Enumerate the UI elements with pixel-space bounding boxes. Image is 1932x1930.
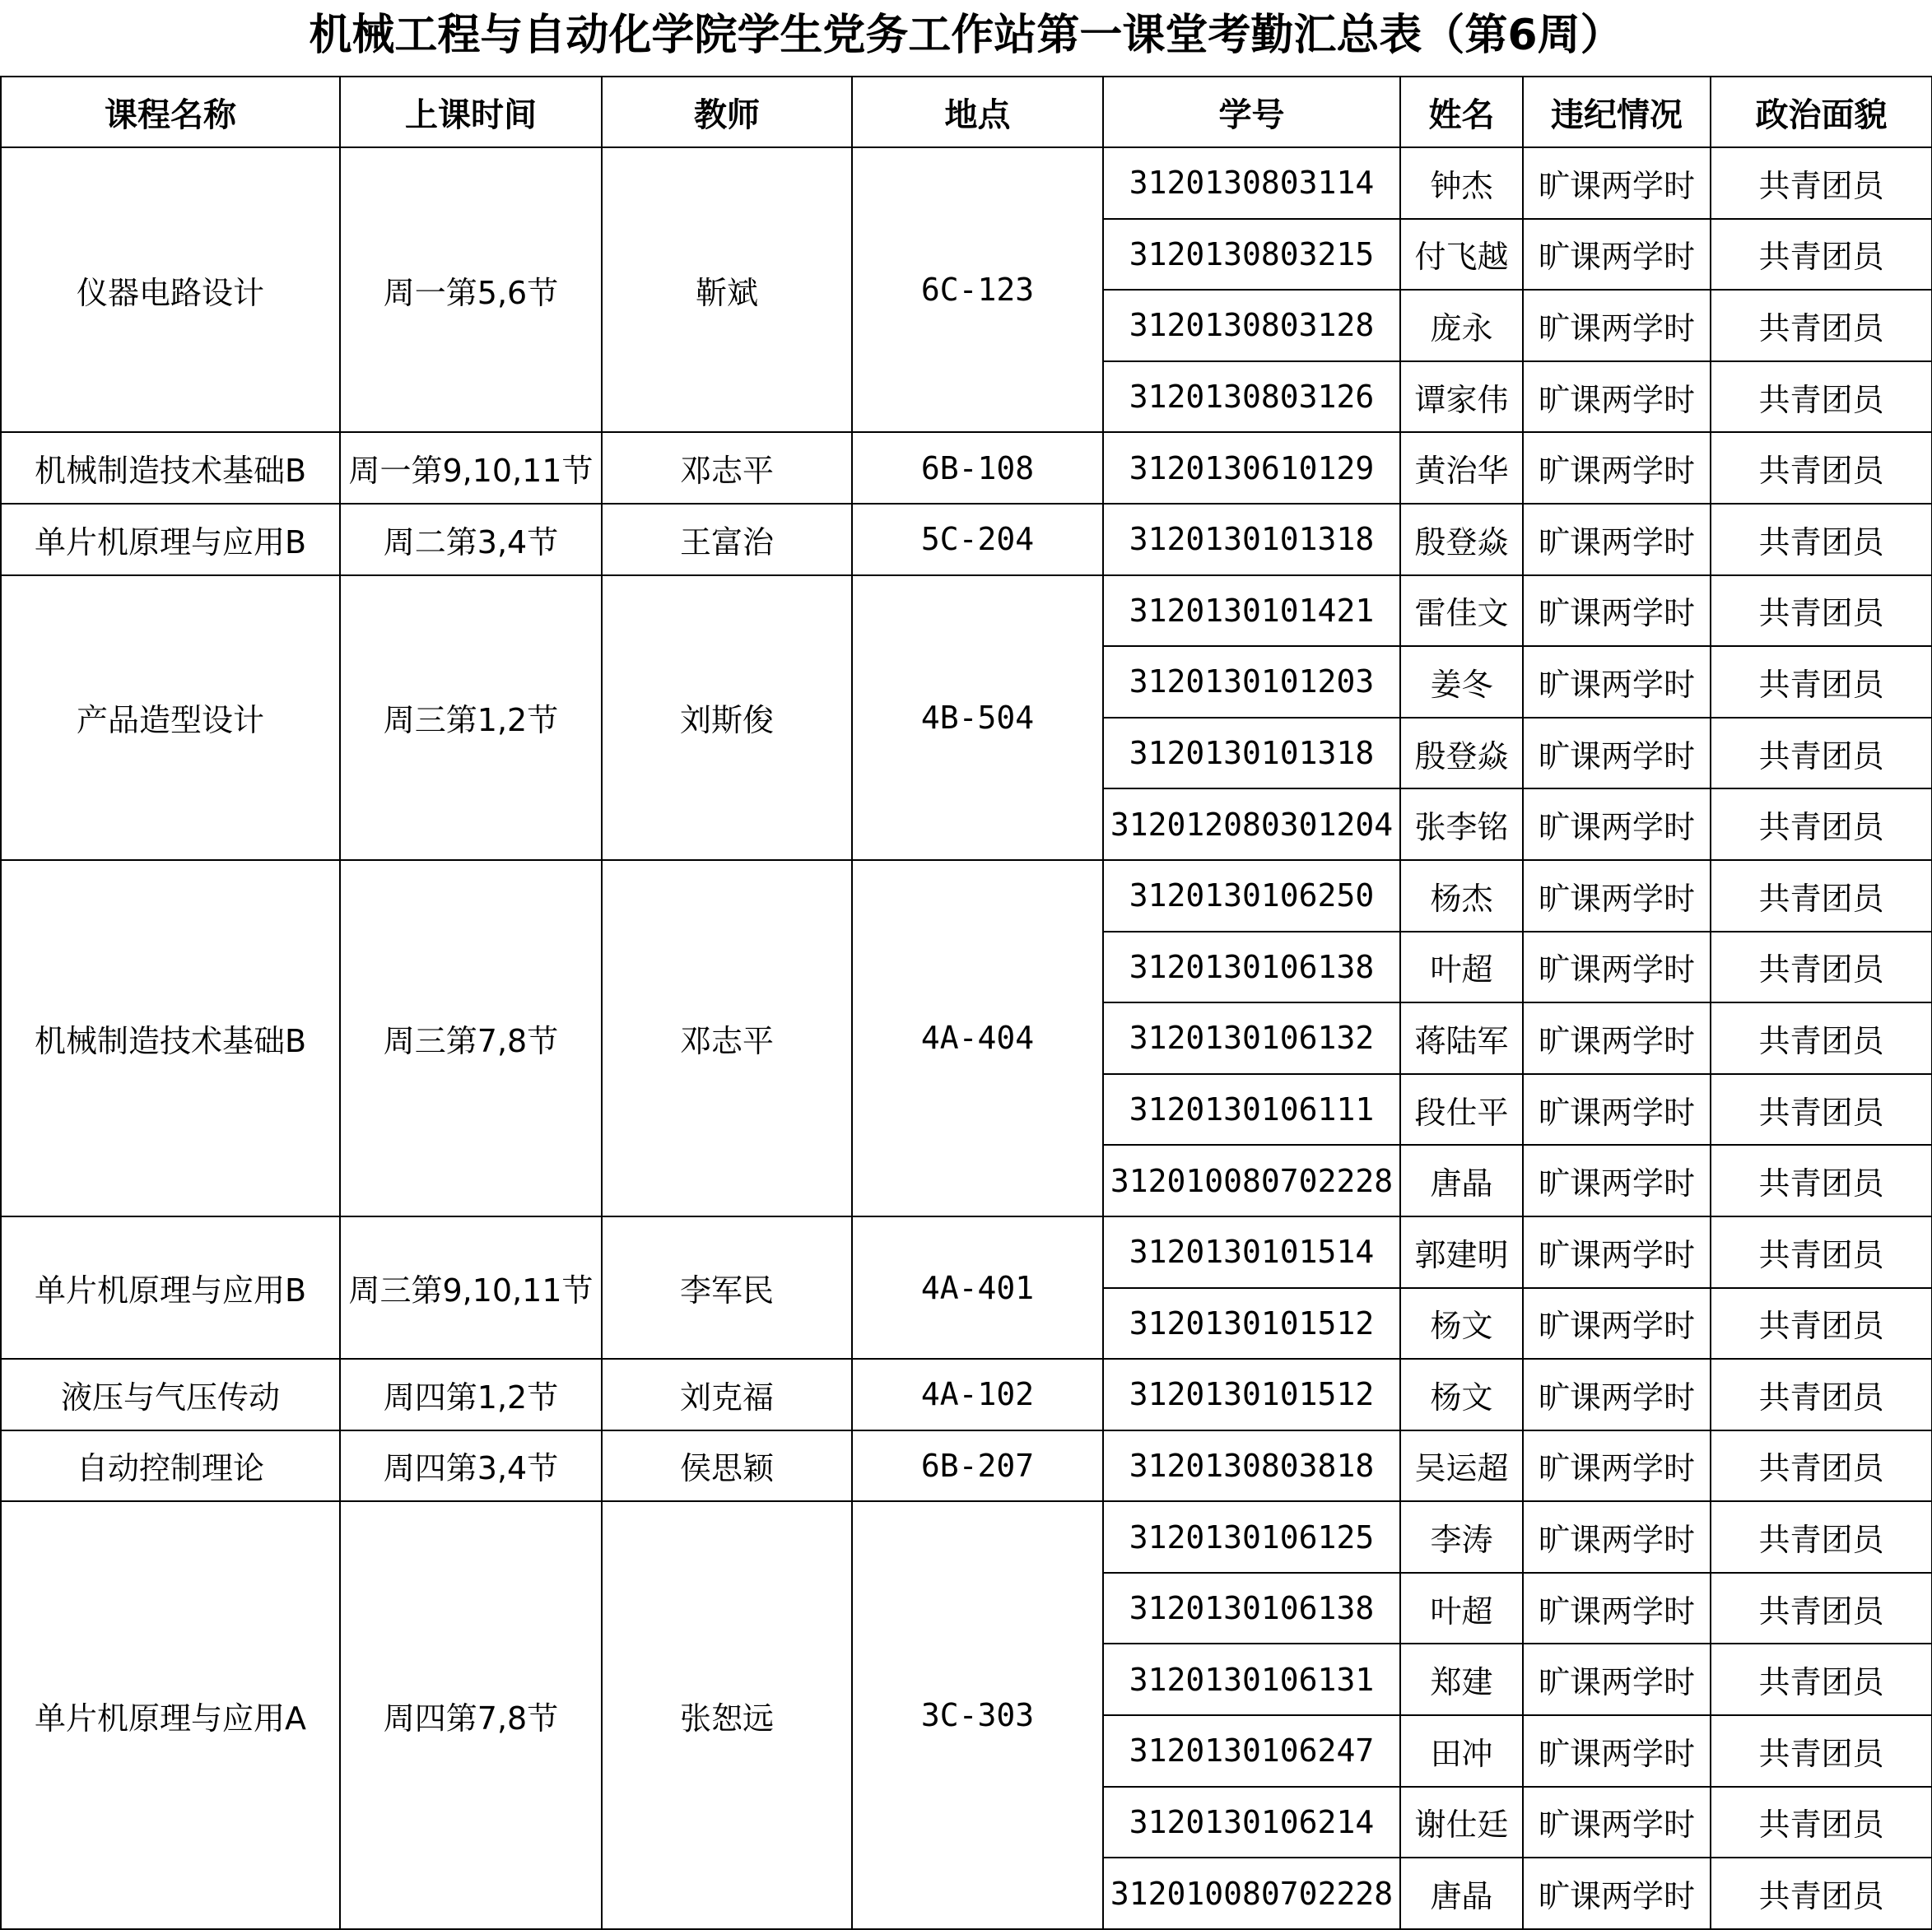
teacher-cell: 李军民 xyxy=(602,1216,852,1359)
political-status-cell: 共青团员 xyxy=(1711,504,1932,575)
violation-cell: 旷课两学时 xyxy=(1523,1002,1711,1074)
time-cell: 周二第3,4节 xyxy=(340,504,602,575)
table-row xyxy=(1,860,1932,932)
political-status-cell: 共青团员 xyxy=(1711,1074,1932,1146)
violation-cell: 旷课两学时 xyxy=(1523,1573,1711,1644)
violation-cell: 旷课两学时 xyxy=(1523,1430,1711,1502)
violation-cell: 旷课两学时 xyxy=(1523,646,1711,718)
student-id-cell: 3120130803215 xyxy=(1103,219,1400,291)
course-cell: 机械制造技术基础B xyxy=(1,860,340,1216)
student-id-cell: 3120130106125 xyxy=(1103,1501,1400,1573)
student-id-cell: 312010080702228 xyxy=(1103,1145,1400,1216)
violation-cell: 旷课两学时 xyxy=(1523,788,1711,860)
violation-cell: 旷课两学时 xyxy=(1523,504,1711,575)
student-name-cell: 杨文 xyxy=(1400,1359,1523,1430)
location-cell: 6C-123 xyxy=(852,147,1103,432)
student-name-cell: 付飞越 xyxy=(1400,219,1523,291)
header-time: 上课时间 xyxy=(340,77,602,147)
political-status-cell: 共青团员 xyxy=(1711,1145,1932,1216)
violation-cell: 旷课两学时 xyxy=(1523,932,1711,1003)
teacher-cell: 邓志平 xyxy=(602,860,852,1216)
violation-cell: 旷课两学时 xyxy=(1523,860,1711,932)
student-id-cell: 3120130101512 xyxy=(1103,1288,1400,1360)
political-status-cell: 共青团员 xyxy=(1711,646,1932,718)
political-status-cell: 共青团员 xyxy=(1711,1288,1932,1360)
location-cell: 5C-204 xyxy=(852,504,1103,575)
political-status-cell: 共青团员 xyxy=(1711,1715,1932,1787)
student-id-cell: 3120130106250 xyxy=(1103,860,1400,932)
student-id-cell: 3120130106132 xyxy=(1103,1002,1400,1074)
violation-cell: 旷课两学时 xyxy=(1523,1644,1711,1715)
student-id-cell: 3120130101318 xyxy=(1103,718,1400,789)
political-status-cell: 共青团员 xyxy=(1711,1644,1932,1715)
student-id-cell: 312012080301204 xyxy=(1103,788,1400,860)
student-name-cell: 叶超 xyxy=(1400,932,1523,1003)
political-status-cell: 共青团员 xyxy=(1711,432,1932,504)
political-status-cell: 共青团员 xyxy=(1711,718,1932,789)
student-id-cell: 3120130106111 xyxy=(1103,1074,1400,1146)
course-cell: 单片机原理与应用A xyxy=(1,1501,340,1929)
table-row xyxy=(1,147,1932,219)
violation-cell: 旷课两学时 xyxy=(1523,290,1711,361)
time-cell: 周三第7,8节 xyxy=(340,860,602,1216)
violation-cell: 旷课两学时 xyxy=(1523,432,1711,504)
student-name-cell: 田冲 xyxy=(1400,1715,1523,1787)
table-row xyxy=(1,575,1932,647)
location-cell: 4B-504 xyxy=(852,575,1103,860)
time-cell: 周一第9,10,11节 xyxy=(340,432,602,504)
political-status-cell: 共青团员 xyxy=(1711,1787,1932,1858)
political-status-cell: 共青团员 xyxy=(1711,1573,1932,1644)
student-name-cell: 段仕平 xyxy=(1400,1074,1523,1146)
student-id-cell: 3120130106214 xyxy=(1103,1787,1400,1858)
location-cell: 4A-102 xyxy=(852,1359,1103,1430)
teacher-cell: 王富治 xyxy=(602,504,852,575)
student-id-cell: 3120130106247 xyxy=(1103,1715,1400,1787)
violation-cell: 旷课两学时 xyxy=(1523,718,1711,789)
student-name-cell: 庞永 xyxy=(1400,290,1523,361)
violation-cell: 旷课两学时 xyxy=(1523,1501,1711,1573)
violation-cell: 旷课两学时 xyxy=(1523,1858,1711,1929)
violation-cell: 旷课两学时 xyxy=(1523,1288,1711,1360)
political-status-cell: 共青团员 xyxy=(1711,290,1932,361)
teacher-cell: 靳斌 xyxy=(602,147,852,432)
time-cell: 周四第3,4节 xyxy=(340,1430,602,1502)
student-id-cell: 3120130106138 xyxy=(1103,1573,1400,1644)
location-cell: 3C-303 xyxy=(852,1501,1103,1929)
time-cell: 周四第1,2节 xyxy=(340,1359,602,1430)
political-status-cell: 共青团员 xyxy=(1711,1501,1932,1573)
teacher-cell: 侯思颖 xyxy=(602,1430,852,1502)
student-name-cell: 唐晶 xyxy=(1400,1145,1523,1216)
teacher-cell: 张恕远 xyxy=(602,1501,852,1929)
header-name: 姓名 xyxy=(1400,77,1523,147)
student-id-cell: 3120130803128 xyxy=(1103,290,1400,361)
student-id-cell: 3120130101512 xyxy=(1103,1359,1400,1430)
header-location: 地点 xyxy=(852,77,1103,147)
violation-cell: 旷课两学时 xyxy=(1523,575,1711,647)
header-course: 课程名称 xyxy=(1,77,340,147)
violation-cell: 旷课两学时 xyxy=(1523,219,1711,291)
student-name-cell: 殷登焱 xyxy=(1400,718,1523,789)
student-id-cell: 3120130101318 xyxy=(1103,504,1400,575)
student-name-cell: 吴运超 xyxy=(1400,1430,1523,1502)
table-row xyxy=(1,1501,1932,1573)
location-cell: 4A-404 xyxy=(852,860,1103,1216)
teacher-cell: 邓志平 xyxy=(602,432,852,504)
student-name-cell: 雷佳文 xyxy=(1400,575,1523,647)
political-status-cell: 共青团员 xyxy=(1711,147,1932,219)
teacher-cell: 刘克福 xyxy=(602,1359,852,1430)
student-id-cell: 3120130803818 xyxy=(1103,1430,1400,1502)
violation-cell: 旷课两学时 xyxy=(1523,1359,1711,1430)
political-status-cell: 共青团员 xyxy=(1711,1858,1932,1929)
table-row xyxy=(1,432,1932,504)
student-id-cell: 3120130106131 xyxy=(1103,1644,1400,1715)
student-name-cell: 张李铭 xyxy=(1400,788,1523,860)
political-status-cell: 共青团员 xyxy=(1711,1002,1932,1074)
student-name-cell: 杨文 xyxy=(1400,1288,1523,1360)
student-name-cell: 谭家伟 xyxy=(1400,361,1523,433)
table-body xyxy=(1,147,1932,1929)
table-row xyxy=(1,1430,1932,1502)
student-id-cell: 3120130803114 xyxy=(1103,147,1400,219)
header-violation: 违纪情况 xyxy=(1523,77,1711,147)
location-cell: 6B-207 xyxy=(852,1430,1103,1502)
student-id-cell: 3120130610129 xyxy=(1103,432,1400,504)
student-name-cell: 姜冬 xyxy=(1400,646,1523,718)
course-cell: 单片机原理与应用B xyxy=(1,1216,340,1359)
political-status-cell: 共青团员 xyxy=(1711,860,1932,932)
table-row xyxy=(1,1216,1932,1288)
course-cell: 机械制造技术基础B xyxy=(1,432,340,504)
course-cell: 单片机原理与应用B xyxy=(1,504,340,575)
header-political-status: 政治面貌 xyxy=(1711,77,1932,147)
student-id-cell: 3120130101514 xyxy=(1103,1216,1400,1288)
violation-cell: 旷课两学时 xyxy=(1523,1216,1711,1288)
student-name-cell: 郑建 xyxy=(1400,1644,1523,1715)
student-name-cell: 蒋陆军 xyxy=(1400,1002,1523,1074)
table-row xyxy=(1,504,1932,575)
time-cell: 周一第5,6节 xyxy=(340,147,602,432)
political-status-cell: 共青团员 xyxy=(1711,1359,1932,1430)
time-cell: 周四第7,8节 xyxy=(340,1501,602,1929)
violation-cell: 旷课两学时 xyxy=(1523,147,1711,219)
header-teacher: 教师 xyxy=(602,77,852,147)
student-id-cell: 3120130106138 xyxy=(1103,932,1400,1003)
student-name-cell: 殷登焱 xyxy=(1400,504,1523,575)
student-name-cell: 唐晶 xyxy=(1400,1858,1523,1929)
student-name-cell: 郭建明 xyxy=(1400,1216,1523,1288)
political-status-cell: 共青团员 xyxy=(1711,575,1932,647)
student-id-cell: 312010080702228 xyxy=(1103,1858,1400,1929)
student-name-cell: 叶超 xyxy=(1400,1573,1523,1644)
violation-cell: 旷课两学时 xyxy=(1523,1074,1711,1146)
time-cell: 周三第9,10,11节 xyxy=(340,1216,602,1359)
political-status-cell: 共青团员 xyxy=(1711,361,1932,433)
political-status-cell: 共青团员 xyxy=(1711,932,1932,1003)
political-status-cell: 共青团员 xyxy=(1711,1430,1932,1502)
political-status-cell: 共青团员 xyxy=(1711,219,1932,291)
student-id-cell: 3120130101203 xyxy=(1103,646,1400,718)
location-cell: 4A-401 xyxy=(852,1216,1103,1359)
student-name-cell: 谢仕廷 xyxy=(1400,1787,1523,1858)
location-cell: 6B-108 xyxy=(852,432,1103,504)
violation-cell: 旷课两学时 xyxy=(1523,361,1711,433)
page-title: 机械工程与自动化学院学生党务工作站第一课堂考勤汇总表（第6周） xyxy=(309,11,1623,60)
student-name-cell: 李涛 xyxy=(1400,1501,1523,1573)
violation-cell: 旷课两学时 xyxy=(1523,1787,1711,1858)
political-status-cell: 共青团员 xyxy=(1711,1216,1932,1288)
course-cell: 液压与气压传动 xyxy=(1,1359,340,1430)
student-id-cell: 3120130101421 xyxy=(1103,575,1400,647)
student-name-cell: 钟杰 xyxy=(1400,147,1523,219)
teacher-cell: 刘斯俊 xyxy=(602,575,852,860)
political-status-cell: 共青团员 xyxy=(1711,788,1932,860)
violation-cell: 旷课两学时 xyxy=(1523,1145,1711,1216)
course-cell: 仪器电路设计 xyxy=(1,147,340,432)
course-cell: 自动控制理论 xyxy=(1,1430,340,1502)
violation-cell: 旷课两学时 xyxy=(1523,1715,1711,1787)
time-cell: 周三第1,2节 xyxy=(340,575,602,860)
course-cell: 产品造型设计 xyxy=(1,575,340,860)
student-name-cell: 黄治华 xyxy=(1400,432,1523,504)
attendance-table xyxy=(0,76,1932,1930)
student-id-cell: 3120130803126 xyxy=(1103,361,1400,433)
table-row xyxy=(1,1359,1932,1430)
header-student-id: 学号 xyxy=(1103,77,1400,147)
header-row xyxy=(1,77,1932,147)
student-name-cell: 杨杰 xyxy=(1400,860,1523,932)
